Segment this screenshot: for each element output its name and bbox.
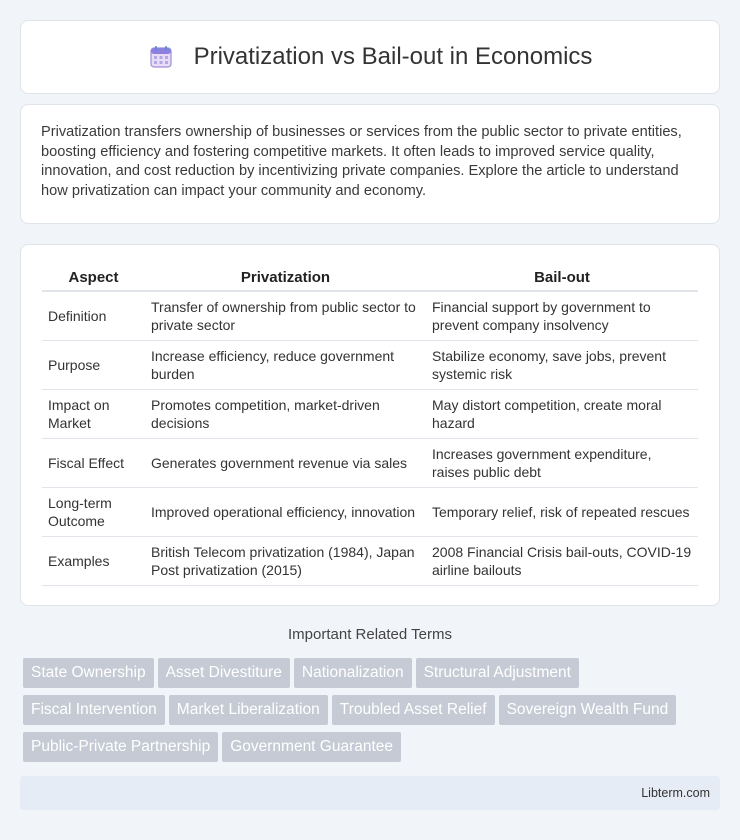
privatization-cell: Generates government revenue via sales xyxy=(145,438,426,487)
table-row xyxy=(42,536,698,585)
footer xyxy=(20,776,720,810)
table-row xyxy=(42,340,698,389)
bailout-cell: May distort competition, create moral hazard xyxy=(426,389,698,438)
comparison-card xyxy=(20,244,720,606)
aspect-cell: Impact on Market xyxy=(42,389,145,438)
column-header: Bail-out xyxy=(426,265,698,291)
aspect-cell: Examples xyxy=(42,536,145,585)
table-row xyxy=(42,438,698,487)
column-header: Privatization xyxy=(145,265,426,291)
footer-site-link[interactable]: Libterm.com xyxy=(641,786,710,800)
comparison-table xyxy=(42,265,698,586)
aspect-cell: Long-term Outcome xyxy=(42,487,145,536)
related-term-tag[interactable]: Public-Private Partnership xyxy=(23,732,218,762)
related-term-tag[interactable]: Fiscal Intervention xyxy=(23,695,165,725)
table-row xyxy=(42,487,698,536)
intro-card xyxy=(20,104,720,224)
aspect-cell: Fiscal Effect xyxy=(42,438,145,487)
related-term-tag[interactable]: Troubled Asset Relief xyxy=(332,695,495,725)
table-header-row xyxy=(42,265,698,291)
related-terms-list xyxy=(23,658,713,769)
aspect-cell: Definition xyxy=(42,291,145,340)
related-terms-title: Important Related Terms xyxy=(288,626,452,643)
privatization-cell: Increase efficiency, reduce government burden xyxy=(145,340,426,389)
privatization-cell: Promotes competition, market-driven decisions xyxy=(145,389,426,438)
related-term-tag[interactable]: Asset Divestiture xyxy=(158,658,290,688)
related-term-tag[interactable]: State Ownership xyxy=(23,658,154,688)
related-term-tag[interactable]: Market Liberalization xyxy=(169,695,328,725)
aspect-cell: Purpose xyxy=(42,340,145,389)
page-title: Privatization vs Bail-out in Economics xyxy=(193,43,593,70)
table-row xyxy=(42,389,698,438)
bailout-cell: Stabilize economy, save jobs, prevent systemic risk xyxy=(426,340,698,389)
privatization-cell: British Telecom privatization (1984), Japan Post privatization (2015) xyxy=(145,536,426,585)
calendar-icon xyxy=(148,44,174,70)
related-term-tag[interactable]: Government Guarantee xyxy=(222,732,401,762)
intro-text: Privatization transfers ownership of businesses or services from the public sector to private entities, boosting efficiency and fostering competitive markets. It often leads to improved service quality, innovation, and cost reduction by incentivizing private companies. Explore the article to understand how privatization can impact your community and economy. xyxy=(41,124,682,199)
privatization-cell: Improved operational efficiency, innovation xyxy=(145,487,426,536)
related-term-tag[interactable]: Sovereign Wealth Fund xyxy=(499,695,677,725)
related-term-tag[interactable]: Structural Adjustment xyxy=(416,658,579,688)
privatization-cell: Transfer of ownership from public sector to private sector xyxy=(145,291,426,340)
related-term-tag[interactable]: Nationalization xyxy=(294,658,412,688)
bailout-cell: Temporary relief, risk of repeated rescues xyxy=(426,487,698,536)
bailout-cell: Increases government expenditure, raises public debt xyxy=(426,438,698,487)
header-card xyxy=(20,20,720,94)
column-header: Aspect xyxy=(42,265,145,291)
bailout-cell: 2008 Financial Crisis bail-outs, COVID-19 airline bailouts xyxy=(426,536,698,585)
table-row xyxy=(42,291,698,340)
bailout-cell: Financial support by government to prevent company insolvency xyxy=(426,291,698,340)
